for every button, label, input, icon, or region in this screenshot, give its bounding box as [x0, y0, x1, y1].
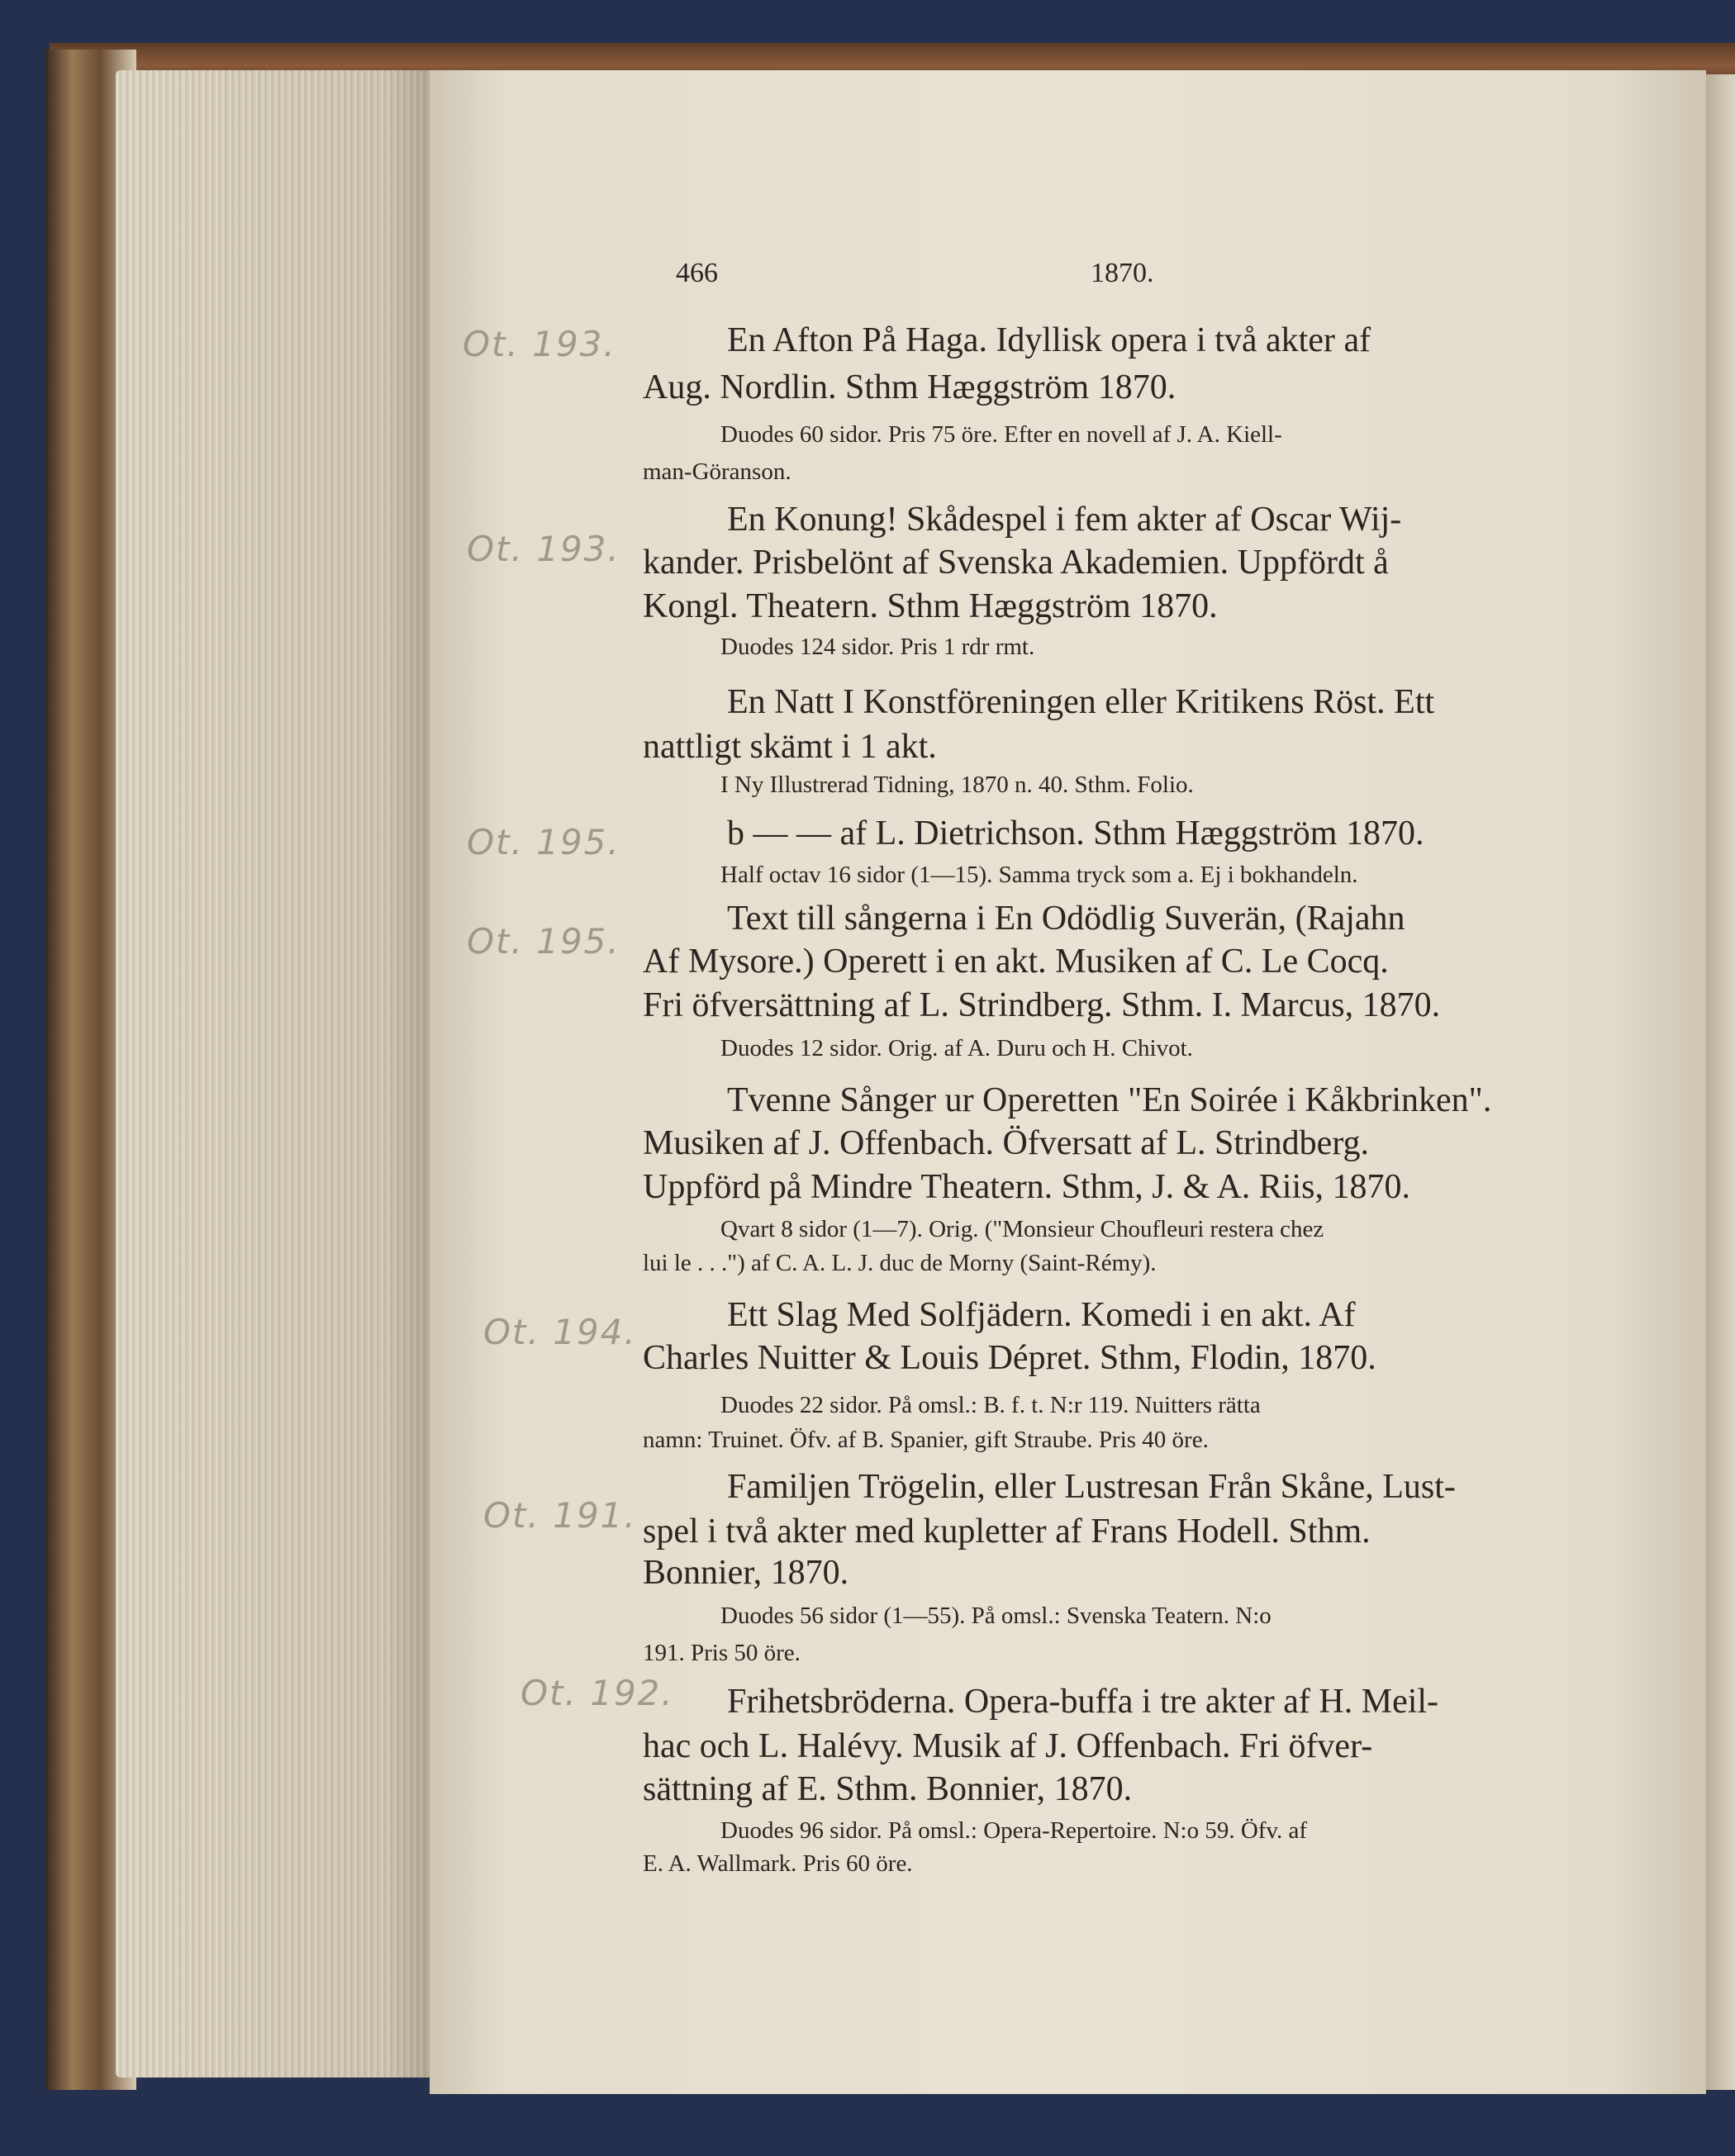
entry-note-line: lui le . . .") af C. A. L. J. duc de Morny (Saint-Rémy).	[643, 1250, 1157, 1276]
entry-note-line: Duodes 60 sidor. Pris 75 öre. Efter en novell af J. A. Kiell-	[720, 421, 1282, 448]
margin-note: Ot. 195.	[467, 822, 620, 862]
entry-line: nattligt skämt i 1 akt.	[643, 728, 937, 766]
entry-line: hac och L. Halévy. Musik af J. Offenbach. Fri öfver-	[643, 1727, 1373, 1765]
entry-line: Uppförd på Mindre Theatern. Sthm, J. & A. Riis, 1870.	[643, 1168, 1410, 1206]
entry-note-line: namn: Truinet. Öfv. af B. Spanier, gift Straube. Pris 40 öre.	[643, 1427, 1209, 1453]
margin-note: Ot. 195.	[467, 921, 620, 962]
margin-note: Ot. 193.	[467, 529, 620, 569]
entry-note-line: Qvart 8 sidor (1—7). Orig. ("Monsieur Choufleuri restera chez	[720, 1216, 1324, 1242]
page-number: 466	[676, 258, 718, 288]
entry-note-line: Duodes 22 sidor. På omsl.: B. f. t. N:r 119. Nuitters rätta	[720, 1392, 1261, 1418]
entry-note-line: Duodes 56 sidor (1—55). På omsl.: Svenska Teatern. N:o	[720, 1603, 1272, 1629]
entry-note-line: Duodes 96 sidor. På omsl.: Opera-Repertoire. N:o 59. Öfv. af	[720, 1817, 1308, 1844]
margin-note: Ot. 193.	[463, 324, 616, 364]
entry-line: Aug. Nordlin. Sthm Hæggström 1870.	[643, 368, 1176, 406]
entry-note-line: I Ny Illustrerad Tidning, 1870 n. 40. Sthm. Folio.	[720, 772, 1194, 798]
entry-line: Fri öfversättning af L. Strindberg. Sthm. I. Marcus, 1870.	[643, 986, 1441, 1024]
entry-note-line: Duodes 12 sidor. Orig. af A. Duru och H. Chivot.	[720, 1035, 1193, 1061]
margin-note: Ot. 191.	[483, 1495, 637, 1536]
entry-line: En Natt I Konstföreningen eller Kritikens Röst. Ett	[727, 683, 1435, 721]
margin-note: Ot. 194.	[483, 1312, 637, 1352]
entry-note-line: Half octav 16 sidor (1—15). Samma tryck som a. Ej i bokhandeln.	[720, 862, 1358, 888]
entry-note-line: E. A. Wallmark. Pris 60 öre.	[643, 1850, 913, 1877]
entry-line: En Afton På Haga. Idyllisk opera i två akter af	[727, 321, 1371, 359]
entry-line: Musiken af J. Offenbach. Öfversatt af L. Strindberg.	[643, 1124, 1370, 1162]
entry-line: Ett Slag Med Solfjädern. Komedi i en akt. Af	[727, 1296, 1356, 1334]
entry-line: Charles Nuitter & Louis Dépret. Sthm, Flodin, 1870.	[643, 1339, 1376, 1377]
entry-line: sättning af E. Sthm. Bonnier, 1870.	[643, 1770, 1133, 1808]
entry-note-line: 191. Pris 50 öre.	[643, 1640, 801, 1666]
entry-line: Bonnier, 1870.	[643, 1554, 849, 1592]
entry-line: kander. Prisbelönt af Svenska Akademien. Uppfördt å	[643, 544, 1389, 582]
entry-line: Kongl. Theatern. Sthm Hæggström 1870.	[643, 587, 1218, 625]
entry-line: b — — af L. Dietrichson. Sthm Hæggström 1870.	[727, 814, 1424, 852]
entry-line: Af Mysore.) Operett i en akt. Musiken af C. Le Cocq.	[643, 943, 1389, 981]
entry-line: Text till sångerna i En Odödlig Suverän, (Rajahn	[727, 900, 1405, 938]
next-page-edge	[1706, 74, 1735, 2090]
entry-line: spel i två akter med kupletter af Frans Hodell. Sthm.	[643, 1513, 1371, 1551]
page-edges	[116, 70, 434, 2078]
page-year: 1870.	[1091, 258, 1154, 288]
entry-note-line: Duodes 124 sidor. Pris 1 rdr rmt.	[720, 634, 1035, 660]
entry-line: Familjen Trögelin, eller Lustresan Från Skåne, Lust-	[727, 1468, 1456, 1506]
entry-line: Tvenne Sånger ur Operetten "En Soirée i Kåkbrinken".	[727, 1081, 1492, 1119]
entry-note-line: man-Göranson.	[643, 458, 791, 485]
margin-note: Ot. 192.	[520, 1673, 674, 1713]
entry-line: Frihetsbröderna. Opera-buffa i tre akter af H. Meil-	[727, 1683, 1439, 1721]
entry-line: En Konung! Skådespel i fem akter af Oscar Wij-	[727, 501, 1402, 539]
